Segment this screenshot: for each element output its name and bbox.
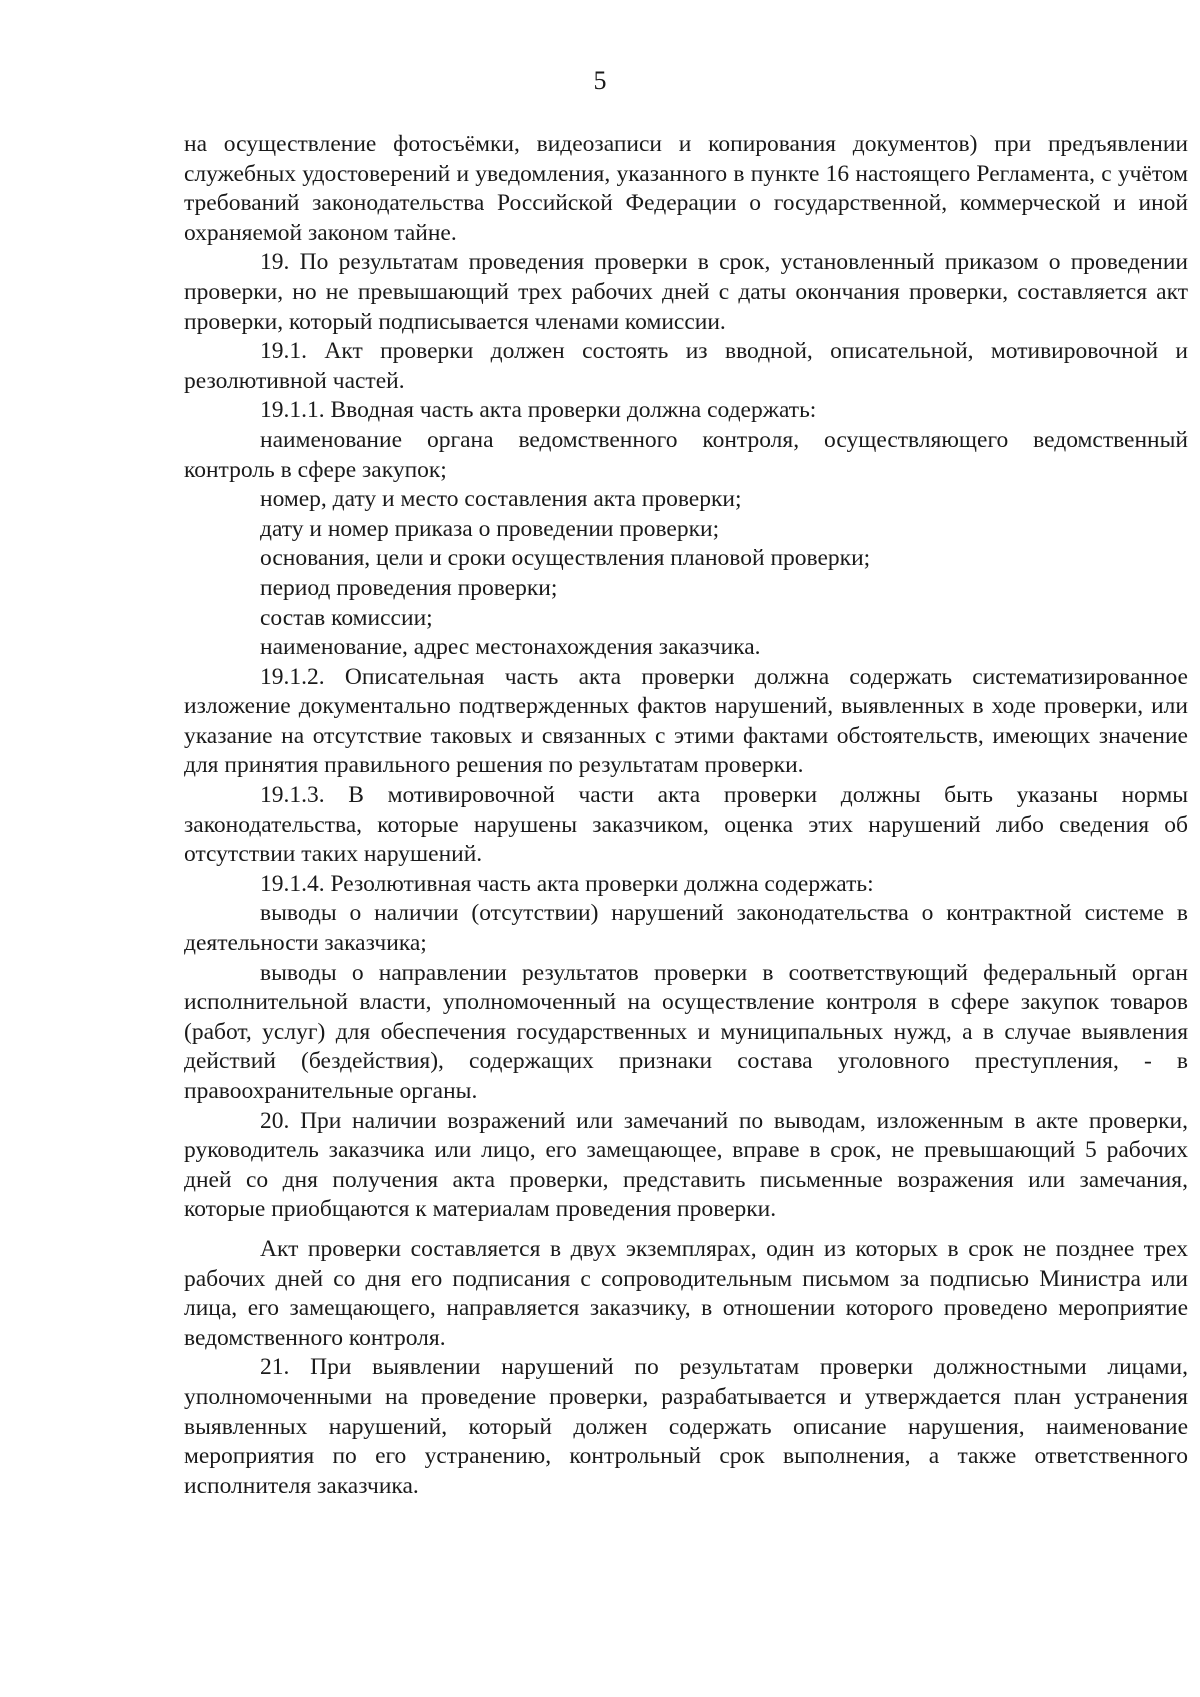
list-item-commission: состав комиссии; xyxy=(260,604,433,631)
paragraph-item-19: 19. По результатам проведения проверки в срок, установленный приказом о проведении проверки, но не превышающий трех рабочих дней с даты окончания проверки, составляется акт проверки, который подписывается членами комиссии. xyxy=(184,249,1188,335)
list-item-conclusions-violations: выводы о наличии (отсутствии) нарушений законодательства о контрактной системе в деятельности заказчика; xyxy=(184,900,1188,957)
list-item-conclusions-referral: выводы о направлении результатов проверки в соответствующий федеральный орган исполнительной власти, уполномоченный на осуществление контроля в сфере закупок товаров (работ, услуг) для обеспечения государственных и муниципальных нужд, а в случае выявления действий (бездействия), содержащих признаки состава уголовного преступления, - в правоохранительные органы. xyxy=(184,959,1188,1104)
list-item-customer-address: наименование, адрес местонахождения заказчика. xyxy=(260,634,761,661)
paragraph-item-21: 21. При выявлении нарушений по результатам проверки должностными лицами, уполномоченными на проведение проверки, разрабатывается и утверждается план устранения выявленных нарушений, который должен содержать описание нарушения, наименование мероприятия по его устранению, контрольный срок выполнения, а также ответственного исполнителя заказчика. xyxy=(184,1354,1188,1499)
list-item-inspection-period: период проведения проверки; xyxy=(260,574,558,601)
paragraph-item-19-1-1: 19.1.1. Вводная часть акта проверки должна содержать: xyxy=(260,397,817,424)
paragraph-continuation: на осуществление фотосъёмки, видеозаписи и копирования документов) при предъявлении служебных удостоверений и уведомления, указанного в пункте 16 настоящего Регламента, с учётом требований законодательства Российской Федерации о государственной, коммерческой и иной охраняемой законом тайне. xyxy=(184,131,1188,246)
paragraph-act-copies: Акт проверки составляется в двух экземплярах, один из которых в срок не позднее трех рабочих дней со дня его подписания с сопроводительным письмом за подписью Министра или лица, его замещающего, направляется заказчику, в отношении которого проведено мероприятие ведомственного контроля. xyxy=(184,1235,1188,1351)
paragraph-item-19-1-4: 19.1.4. Резолютивная часть акта проверки должна содержать: xyxy=(260,870,874,897)
list-item-act-number-date: номер, дату и место составления акта проверки; xyxy=(260,486,742,513)
paragraph-item-19-1-2: 19.1.2. Описательная часть акта проверки должна содержать систематизированное изложение документально подтвержденных фактов нарушений, выявленных в ходе проверки, или указание на отсутствие таковых и связанных с этими фактами обстоятельств, имеющих значение для принятия правильного решения по результатам проверки. xyxy=(184,663,1188,779)
document-body xyxy=(184,130,1188,1501)
list-item-grounds-goals: основания, цели и сроки осуществления плановой проверки; xyxy=(260,545,871,572)
paragraph-item-19-1-3: 19.1.3. В мотивировочной части акта проверки должны быть указаны нормы законодательства, которые нарушены заказчиком, оценка этих нарушений либо сведения об отсутствии таких нарушений. xyxy=(184,782,1188,868)
page-number: 5 xyxy=(593,66,607,95)
list-item-control-body: наименование органа ведомственного контроля, осуществляющего ведомственный контроль в сфере закупок; xyxy=(184,426,1188,483)
paragraph-item-20: 20. При наличии возражений или замечаний по выводам, изложенным в акте проверки, руководитель заказчика или лицо, его замещающее, вправе в срок, не превышающий 5 рабочих дней со дня получения акта проверки, представить письменные возражения или замечания, которые приобщаются к материалам проведения проверки. xyxy=(184,1107,1188,1223)
paragraph-item-19-1: 19.1. Акт проверки должен состоять из вводной, описательной, мотивировочной и резолютивной частей. xyxy=(184,338,1188,394)
list-item-order-date-number: дату и номер приказа о проведении проверки; xyxy=(260,515,720,542)
